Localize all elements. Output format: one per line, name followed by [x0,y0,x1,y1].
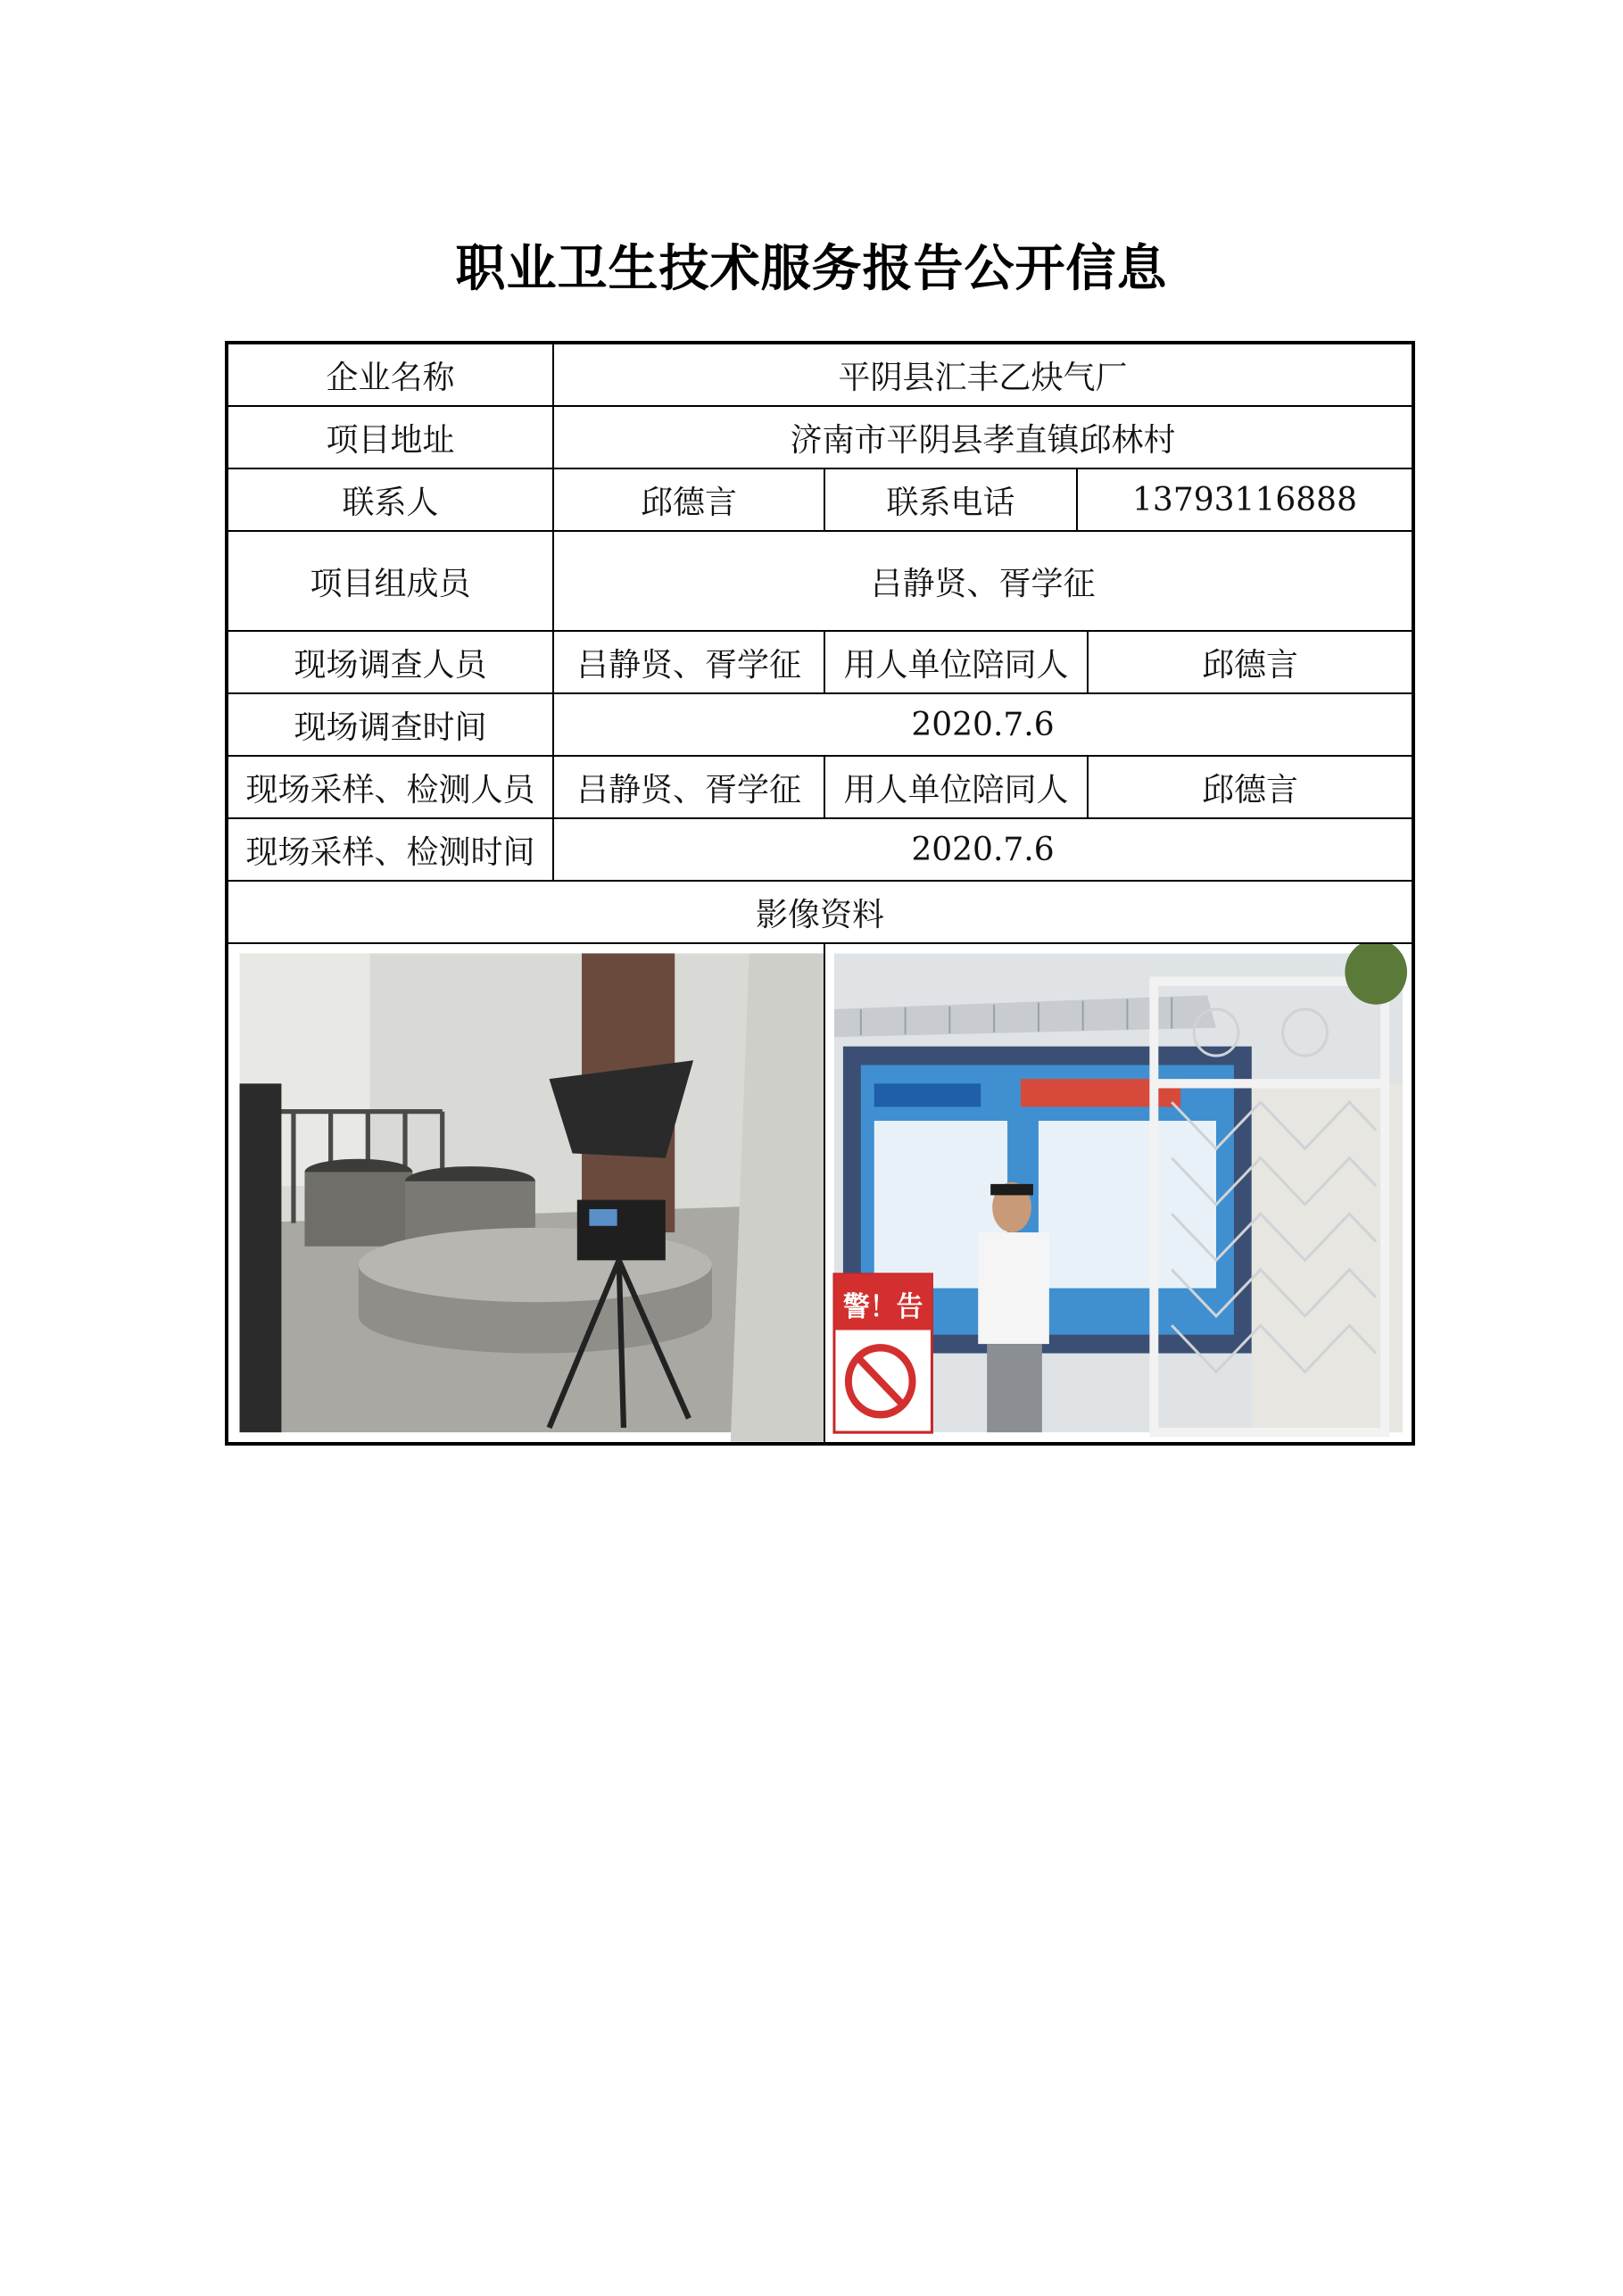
row-sampling-time [227,818,1413,881]
row-images-header [227,881,1413,943]
phone-value: 13793116888 [1077,468,1413,531]
site-photo-right-drawing [825,944,1412,1442]
address-value: 济南市平阴县孝直镇邱林村 [553,406,1413,468]
row-sampling-staff [227,756,1413,818]
sampling-staff-value: 吕静贤、胥学征 [553,756,824,818]
members-label: 项目组成员 [227,531,553,631]
photo-cell-left [227,943,824,1444]
contact-value: 邱德言 [553,468,824,531]
row-photos [227,943,1413,1444]
survey-time-value: 2020.7.6 [553,693,1413,756]
survey-escort-value: 邱德言 [1088,631,1413,693]
row-survey-time [227,693,1413,756]
survey-escort-label: 用人单位陪同人 [824,631,1088,693]
info-table [225,341,1415,1446]
sampling-staff-label: 现场采样、检测人员 [227,756,553,818]
sampling-time-value: 2020.7.6 [553,818,1413,881]
contact-label: 联系人 [227,468,553,531]
row-survey-staff [227,631,1413,693]
page-title: 职业卫生技术服务报告公开信息 [455,240,1168,298]
site-photo-left [228,944,824,1442]
row-address [227,406,1413,468]
survey-staff-label: 现场调查人员 [227,631,553,693]
warning-sign-text: 警！告 [842,1291,923,1324]
site-photo-right [825,944,1412,1442]
company-label: 企业名称 [227,343,553,406]
images-header: 影像资料 [227,881,1413,943]
address-label: 项目地址 [227,406,553,468]
members-value: 吕静贤、胥学征 [553,531,1413,631]
row-contact [227,468,1413,531]
sampling-escort-label: 用人单位陪同人 [824,756,1088,818]
row-members [227,531,1413,631]
row-company [227,343,1413,406]
survey-time-label: 现场调查时间 [227,693,553,756]
site-photo-left-drawing [228,944,824,1442]
survey-staff-value: 吕静贤、胥学征 [553,631,824,693]
sampling-time-label: 现场采样、检测时间 [227,818,553,881]
photo-cell-right [824,943,1413,1444]
company-value: 平阴县汇丰乙炔气厂 [553,343,1413,406]
phone-label: 联系电话 [824,468,1077,531]
sampling-escort-value: 邱德言 [1088,756,1413,818]
